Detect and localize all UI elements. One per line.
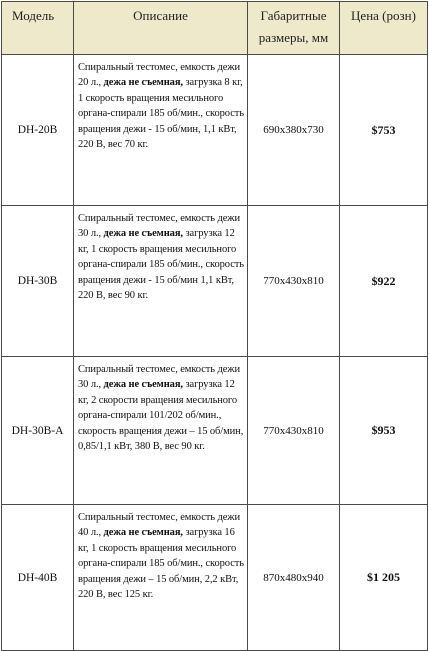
description-text: Спиральный тестомес, емкость дежи 40 л., <box>78 512 240 539</box>
price-cell: $922 <box>340 206 428 357</box>
price-table <box>1 1 428 651</box>
price-cell: $753 <box>340 55 428 206</box>
description-cell <box>74 505 248 651</box>
header-row <box>2 2 428 55</box>
header-price: Цена (розн) <box>340 2 428 55</box>
model-cell: DH-40B <box>2 505 74 651</box>
header-dimensions-line1: Габаритные <box>260 8 327 23</box>
description-text: Спиральный тестомес, емкость дежи 30 л., <box>78 213 240 240</box>
table-row <box>2 206 428 357</box>
model-cell: DH-20B <box>2 55 74 206</box>
description-text: загрузка 12 кг, 2 скорости вращения месильного органа-спирали 101/202 об/мин., скорость вращения дежи – 15 об/мин, 0,85/1,1 кВт, 380 В, вес 90 кг. <box>78 379 244 453</box>
description-bold: дежа не съемная, <box>103 379 183 391</box>
description-text: загрузка 16 кг, 1 скорость вращения месильного органа-спирали 185 об/мин., скорость вращения дежи – 15 об/мин, 2,2 кВт, 220 В, вес 125 кг. <box>78 527 244 601</box>
description-cell <box>74 55 248 206</box>
header-description: Описание <box>74 2 248 55</box>
price-cell: $953 <box>340 357 428 505</box>
table-row <box>2 55 428 206</box>
description-bold: дежа не съемная, <box>103 527 183 539</box>
description-text: Спиральный тестомес, емкость дежи 30 л., <box>78 364 240 391</box>
model-cell: DH-30B <box>2 206 74 357</box>
description-text: Спиральный тестомес, емкость дежи 20 л., <box>78 62 240 89</box>
header-dimensions <box>248 2 340 55</box>
price-cell: $1 205 <box>340 505 428 651</box>
description-bold: дежа не съемная, <box>103 228 183 240</box>
table-row <box>2 357 428 505</box>
description-cell <box>74 206 248 357</box>
description-text: загрузка 8 кг, 1 скорость вращения месильного органа-спирали 185 об/мин., скорость вращения дежи - 15 об/мин, 1,1 кВт, 220 В, вес 70 кг. <box>78 77 244 151</box>
description-bold: дежа не съемная, <box>103 77 183 89</box>
dimensions-cell: 770x430x810 <box>248 357 340 505</box>
description-cell <box>74 357 248 505</box>
dimensions-cell: 770x430x810 <box>248 206 340 357</box>
dimensions-cell: 690x380x730 <box>248 55 340 206</box>
model-cell: DH-30B-A <box>2 357 74 505</box>
header-model: Модель <box>2 2 74 55</box>
table-row <box>2 505 428 651</box>
dimensions-cell: 870x480x940 <box>248 505 340 651</box>
header-dimensions-line2: размеры, мм <box>258 30 329 45</box>
description-text: загрузка 12 кг, 1 скорость вращения месильного органа-спирали 185 об/мин., скорость вращения дежи - 15 об/мин 1,1 кВт, 220 В, вес 90 кг. <box>78 228 244 302</box>
